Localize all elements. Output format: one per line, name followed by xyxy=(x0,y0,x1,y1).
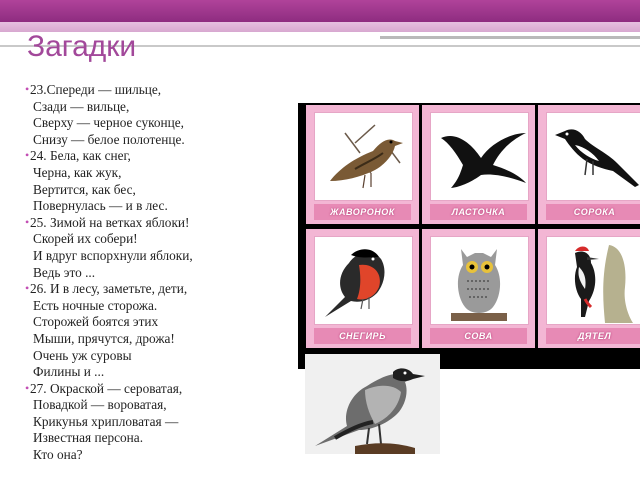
riddle-line: Снизу — белое полотенце. xyxy=(33,131,185,147)
bird-card xyxy=(422,229,535,348)
riddle-line: Мыши, прячутся, дрожа! xyxy=(33,330,175,346)
riddle-line: • 27. Окраской — сероватая, xyxy=(30,381,300,398)
riddles-text xyxy=(30,82,300,464)
riddle-line: Повернулась — и в лес. xyxy=(33,198,168,214)
riddle-line: Филины и ... xyxy=(33,364,105,380)
riddle-line: • 23.Спереди — шильце, xyxy=(30,82,300,99)
crow-icon xyxy=(305,354,440,454)
lark-icon xyxy=(314,112,413,201)
riddle-line: И вдруг вспорхнули яблоки, xyxy=(33,247,193,263)
bird-card xyxy=(538,105,640,224)
riddle-line: Сторожей боятся этих xyxy=(33,314,159,330)
riddle-line: Вертится, как бес, xyxy=(33,181,136,197)
bird-label: СОВА xyxy=(430,328,527,344)
bird-card xyxy=(422,105,535,224)
riddle-line: Кто она? xyxy=(33,447,83,463)
owl-icon xyxy=(430,236,529,325)
magpie-icon xyxy=(546,112,640,201)
slide-title: Загадки xyxy=(27,30,137,63)
riddle-line: Черна, как жук, xyxy=(33,164,122,180)
bird-label: ЛАСТОЧКА xyxy=(430,204,527,220)
divider-line xyxy=(380,36,640,39)
riddle-line: Ведь это ... xyxy=(33,264,96,280)
riddle-line: Есть ночные сторожа. xyxy=(33,297,158,313)
riddle-line: Сверху — черное суконце, xyxy=(33,115,185,131)
riddle-line: Очень уж суровы xyxy=(33,347,132,363)
riddle-line: • 25. Зимой на ветках яблоки! xyxy=(30,215,300,232)
riddle-line: • 24. Бела, как снег, xyxy=(30,148,300,165)
swallow-icon xyxy=(430,112,529,201)
bullfinch-icon xyxy=(314,236,413,325)
bird-label: СОРОКА xyxy=(546,204,640,220)
bird-label: ДЯТЕЛ xyxy=(546,328,640,344)
bird-card xyxy=(538,229,640,348)
bird-card-grid xyxy=(298,103,640,369)
bird-card xyxy=(306,229,419,348)
riddle-line: Скорей их собери! xyxy=(33,231,138,247)
riddle-line: Повадкой — вороватая, xyxy=(33,397,167,413)
riddle-line: Известная персона. xyxy=(33,430,144,446)
riddle-line: • 26. И в лесу, заметьте, дети, xyxy=(30,281,300,298)
woodpecker-icon xyxy=(546,236,640,325)
riddle-line: Крикунья хрипловатая — xyxy=(33,413,179,429)
bird-label: ЖАВОРОНОК xyxy=(314,204,411,220)
bird-label: СНЕГИРЬ xyxy=(314,328,411,344)
top-band xyxy=(0,0,640,22)
riddle-line: Сзади — вильце, xyxy=(33,98,130,114)
bird-card xyxy=(306,105,419,224)
